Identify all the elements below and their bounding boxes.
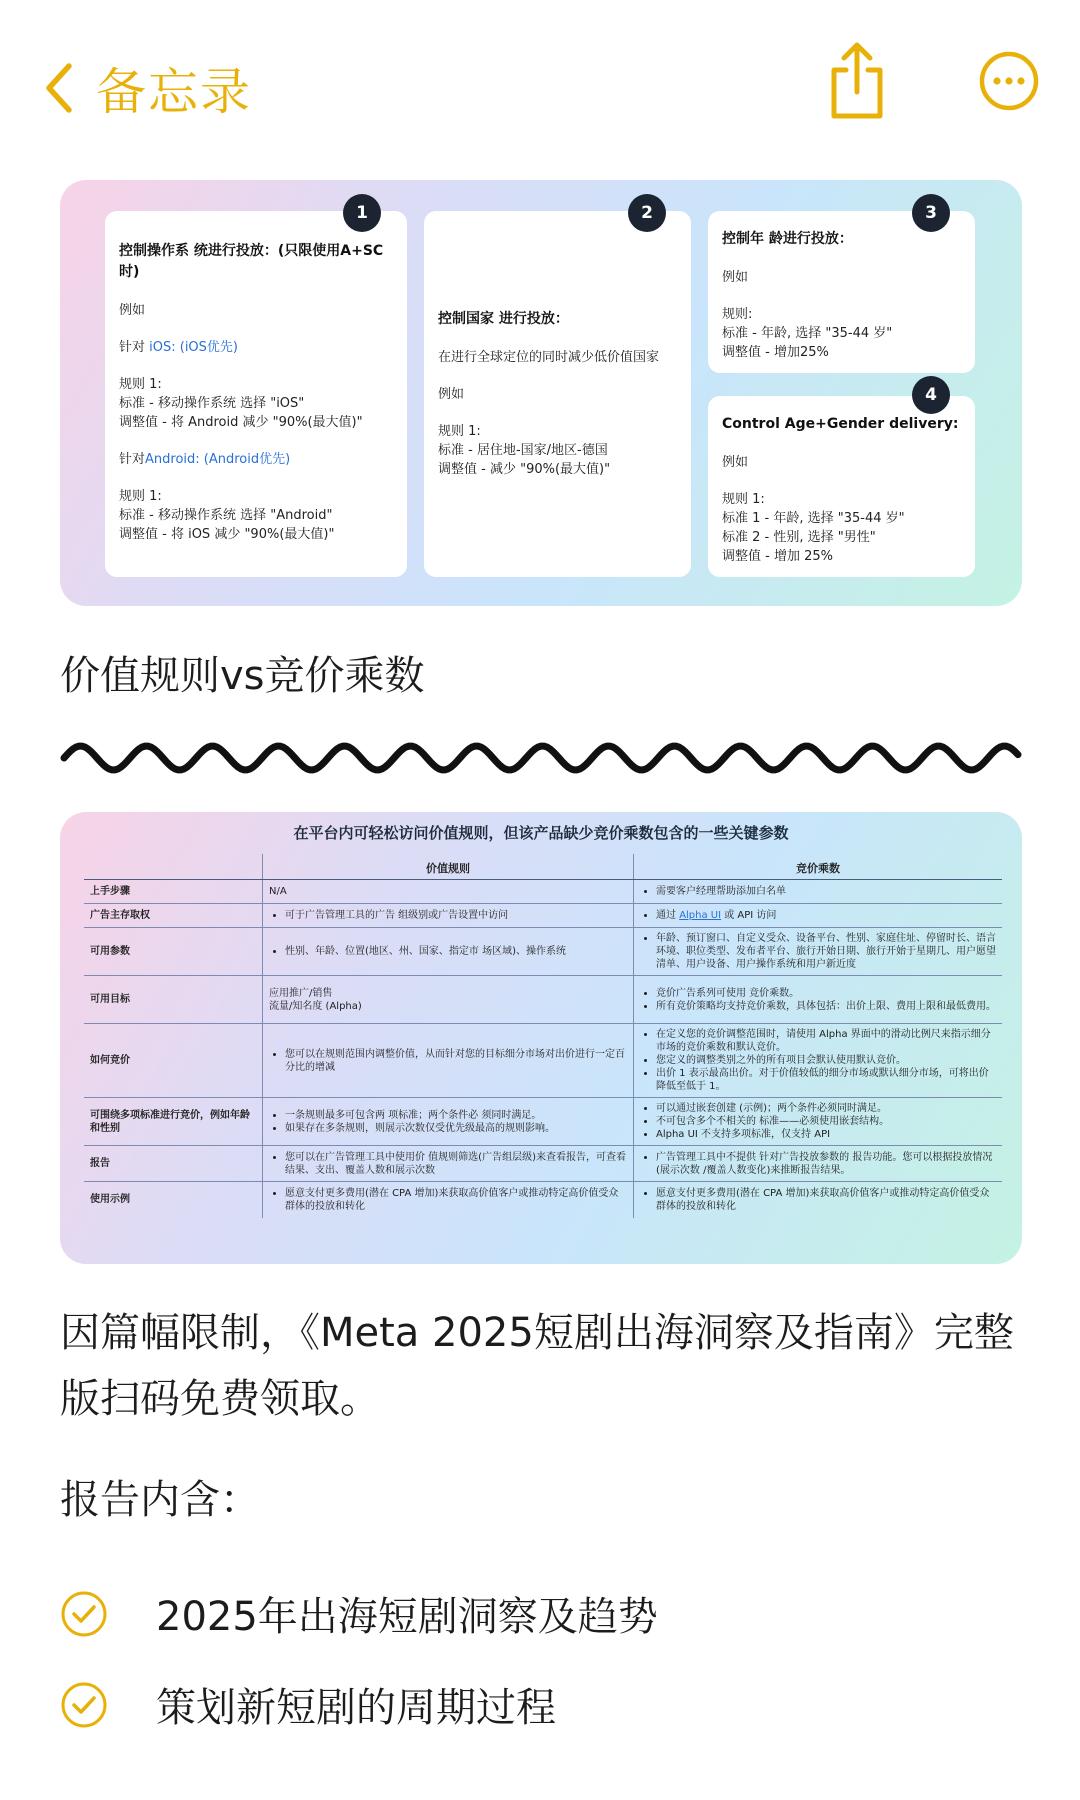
rule-card-age-gender: [708, 396, 975, 577]
share-button[interactable]: [822, 40, 892, 120]
rule-card-example: 例如: [119, 303, 146, 318]
back-label: 备忘录: [96, 63, 252, 121]
table-row: 可用目标 应用推广/销售 流量/知名度 (Alpha) • 竞价广告系列可使用 竞价乘数。 • 所有竞价策略均支持竞价乘数，具体包括：出价上限、费用上限和最低费用。: [84, 976, 1002, 1024]
table-row: 广告主存取权 • 可于广告管理工具的广告 组级别或广告设置中访问 • 通过 Alpha UI 或 API 访问: [84, 904, 1002, 928]
rule-card-country: [424, 211, 691, 577]
rule-card-title: 控制操作系 统进行投放：(只限使用A+SC时): [119, 243, 384, 280]
table-row: 使用示例 • 愿意支付更多费用(潜在 CPA 增加)来获取高价值客户或推动特定高价值受众群体的投放和转化 • 愿意支付更多费用(潜在 CPA 增加)来获取高价值客户或推动特定高价值受众群体的投放和转化: [84, 1182, 1002, 1218]
table-title: 在平台内可轻松访问价值规则，但该产品缺少竞价乘数包含的一些关键参数: [293, 824, 789, 842]
rule-card-ios-rule: 规则 1: 标准 - 移动操作系统 选择 "iOS" 调整值 - 将 Android 减少 "90%(最大值)": [119, 377, 363, 430]
more-button[interactable]: [978, 50, 1040, 112]
share-icon: [822, 40, 892, 120]
comparison-table-image[interactable]: [60, 812, 1022, 1264]
step-badge-4: 4: [912, 376, 950, 414]
table-row: 报告 • 您可以在广告管理工具中使用价 值规则筛选(广告组层级)来查看报告，可查看结果、支出、覆盖人数和展示次数 • 广告管理工具中不提供 针对广告投放参数的 报告功能。您可以根据投放情况(展示次数 /覆盖人数变化)来推断报告结果。: [84, 1146, 1002, 1182]
rule-card-android-rule: 规则 1: 标准 - 移动操作系统 选择 "Android" 调整值 - 将 iOS 减少 "90%(最大值)": [119, 489, 335, 542]
report-heading: 报告内含：: [60, 1477, 260, 1523]
checklist-item[interactable]: [60, 1676, 556, 1733]
wavy-divider: [60, 740, 1022, 776]
rule-card-example: 例如: [722, 455, 749, 470]
step-badge-2: 2: [628, 194, 666, 232]
rule-card-rule: 规则: 标准 - 年龄, 选择 "35-44 岁" 调整值 - 增加25%: [722, 307, 893, 360]
rule-card-example: 例如: [722, 270, 749, 285]
rule-card-title: Control Age+Gender delivery:: [722, 416, 959, 432]
comparison-table: [84, 854, 1002, 1218]
step-badge-3: 3: [912, 194, 950, 232]
checklist-item-label: 2025年出海短剧洞察及趋势: [156, 1594, 658, 1640]
table-row: 可围绕多项标准进行竞价，例如年龄和性别 • 一条规则最多可包含两 项标准；两个条件必 须同时满足。 • 如果存在多条规则，则展示次数仅受优先级最高的规则影响。 • 可以通过嵌套创建 (示例)；两个条件必须同时满足。 • 不可包含多个不相关的 标准——必须使用嵌套结构。 • Alpha UI 不支持多项标准，仅支持 API: [84, 1098, 1002, 1146]
checkmark-circle-icon[interactable]: [60, 1681, 108, 1729]
alpha-ui-link[interactable]: Alpha UI: [679, 910, 722, 921]
rule-card-android-target: 针对Android: (Android优先): [119, 452, 291, 467]
checklist-item[interactable]: [60, 1585, 658, 1642]
rule-card-example: 例如: [438, 387, 465, 402]
section-heading: 价值规则vs竞价乘数: [60, 653, 425, 699]
promo-paragraph: 因篇幅限制，《Meta 2025短剧出海洞察及指南》完整版扫码免费领取。: [60, 1310, 1014, 1422]
table-row: 上手步骤 N/A • 需要客户经理帮助添加白名单: [84, 880, 1002, 904]
chevron-left-icon: [44, 62, 74, 114]
rule-card-title: 控制国家 进行投放：: [438, 311, 569, 327]
col-header-value-rules: 价值规则: [263, 854, 634, 880]
back-button[interactable]: [44, 52, 252, 124]
rule-card-ios-target: 针对 iOS: (iOS优先): [119, 340, 238, 355]
rule-card-rule: 规则 1: 标准 - 居住地-国家/地区-德国 调整值 - 减少 "90%(最大值)": [438, 424, 611, 477]
more-icon: [978, 50, 1040, 112]
rules-image[interactable]: [60, 180, 1022, 606]
step-badge-1: 1: [343, 194, 381, 232]
nav-bar: [0, 0, 1080, 170]
rule-card-os: [105, 211, 407, 577]
checkmark-circle-icon[interactable]: [60, 1590, 108, 1638]
table-header-row: [84, 854, 1002, 880]
rule-card-age: [708, 211, 975, 373]
rule-card-desc: 在进行全球定位的同时减少低价值国家: [438, 350, 660, 365]
table-row: 可用参数 • 性别、年龄、位置(地区、州、国家、指定市 场区域)、操作系统 • 年龄、预订窗口、自定义受众、设备平台、性别、家庭住址、停留时长、语言环境、职位类型、发布者平台、旅行开始日期、旅行开始于星期几、用户愿望清单、用户设备、用户操作系统和用户新近度: [84, 928, 1002, 976]
rule-card-title: 控制年 龄进行投放：: [722, 231, 853, 247]
checklist-item-label: 策划新短剧的周期过程: [156, 1685, 556, 1731]
rule-card-rule: 规则 1: 标准 1 - 年龄, 选择 "35-44 岁" 标准 2 - 性别, 选择 "男性" 调整值 - 增加 25%: [722, 492, 905, 564]
col-header-bid-multiplier: 竞价乘数: [634, 854, 1003, 880]
table-row: 如何竞价 • 您可以在规则范围内调整价值，从而针对您的目标细分市场对出价进行一定百分比的增减 • 在定义您的竞价调整范围时，请使用 Alpha 界面中的滑动比例尺来指示细分市场的竞价乘数和默认竞价。 • 您定义的调整类别之外的所有项目会默认使用默认竞价。 • 出价 1 表示最高出价。对于价值较低的细分市场或默认细分市场，可将出价降低至低于 1。: [84, 1024, 1002, 1098]
